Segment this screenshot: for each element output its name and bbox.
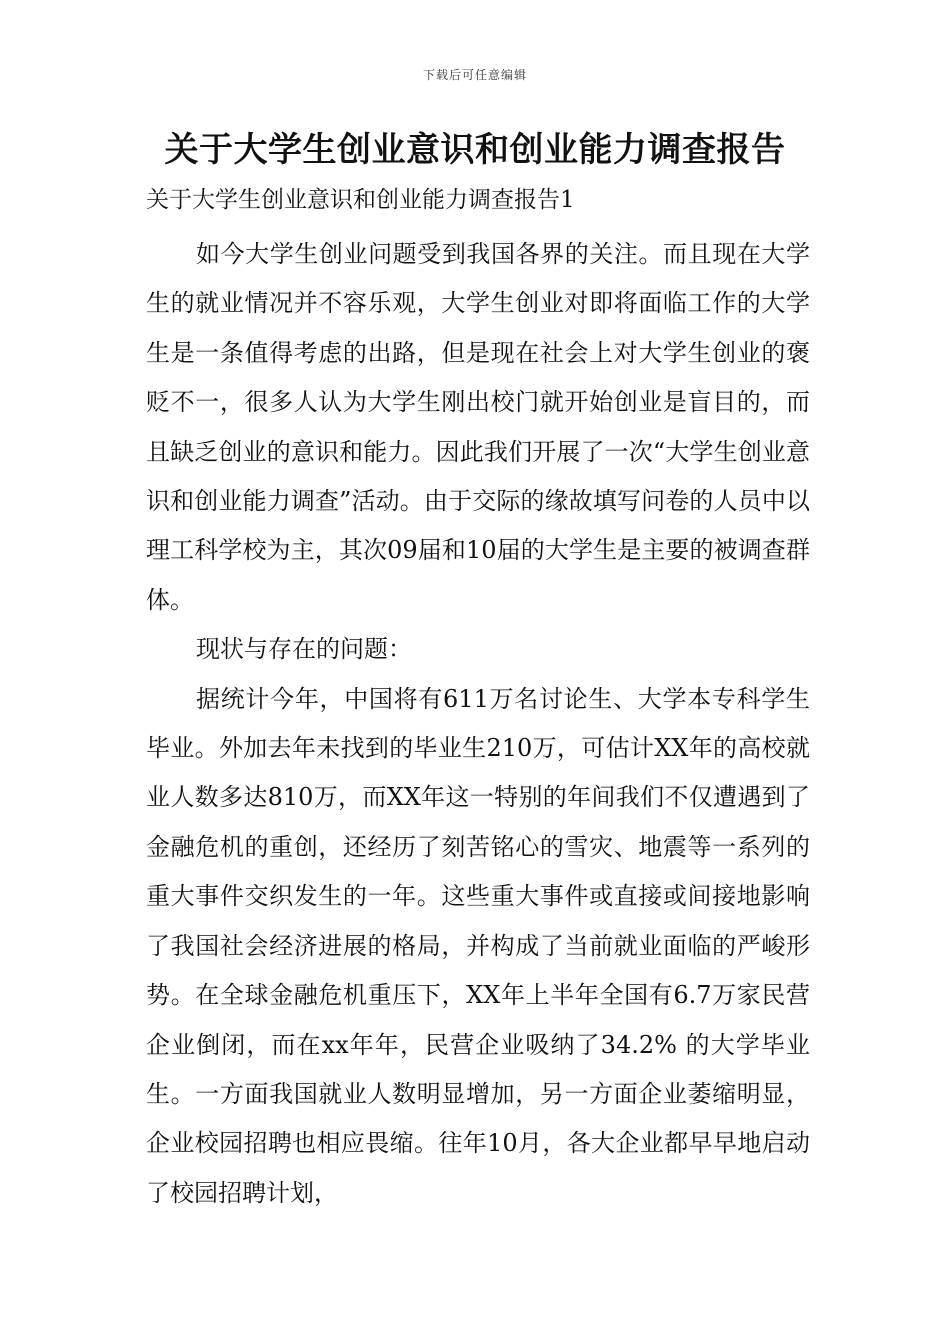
intro-paragraph: 如今大学生创业问题受到我国各界的关注。而且现在大学生的就业情况并不容乐观，大学生创业对即将面临工作的大学生是一条值得考虑的出路，但是现在社会上对大学生创业的褒贬不一，很多人认为大学生刚出校门就开始创业是盲目的，而且缺乏创业的意识和能力。因此我们开展了一次“大学生创业意识和创业能力调查”活动。由于交际的缘故填写问卷的人员中以理工科学校为主，其次09届和10届的大学生是主要的被调查群体。 xyxy=(146,240,810,614)
header-note: 下载后可任意编辑 xyxy=(422,68,527,82)
document-subtitle: 关于大学生创业意识和创业能力调查报告1 xyxy=(146,187,575,213)
section-heading: 现状与存在的问题： xyxy=(196,635,412,664)
document-body xyxy=(146,230,810,1218)
statistics-paragraph: 据统计今年，中国将有611万名讨论生、大学本专科学生毕业。外加去年未找到的毕业生210万，可估计XX年的高校就业人数多达810万，而XX年这一特别的年间我们不仅遭遇到了金融危机的重创，还经历了刻苦铭心的雪灾、地震等一系列的重大事件交织发生的一年。这些重大事件或直接或间接地影响了我国社会经济进展的格局，并构成了当前就业面临的严峻形势。在全球金融危机重压下，XX年上半年全国有6.7万家民营企业倒闭，而在xx年年，民营企业吸纳了34.2% 的大学毕业生。一方面我国就业人数明显增加，另一方面企业萎缩明显，企业校园招聘也相应畏缩。往年10月，各大企业都早早地启动了校园招聘计划， xyxy=(146,684,810,1207)
document-title: 关于大学生创业意识和创业能力调查报告 xyxy=(164,130,786,170)
